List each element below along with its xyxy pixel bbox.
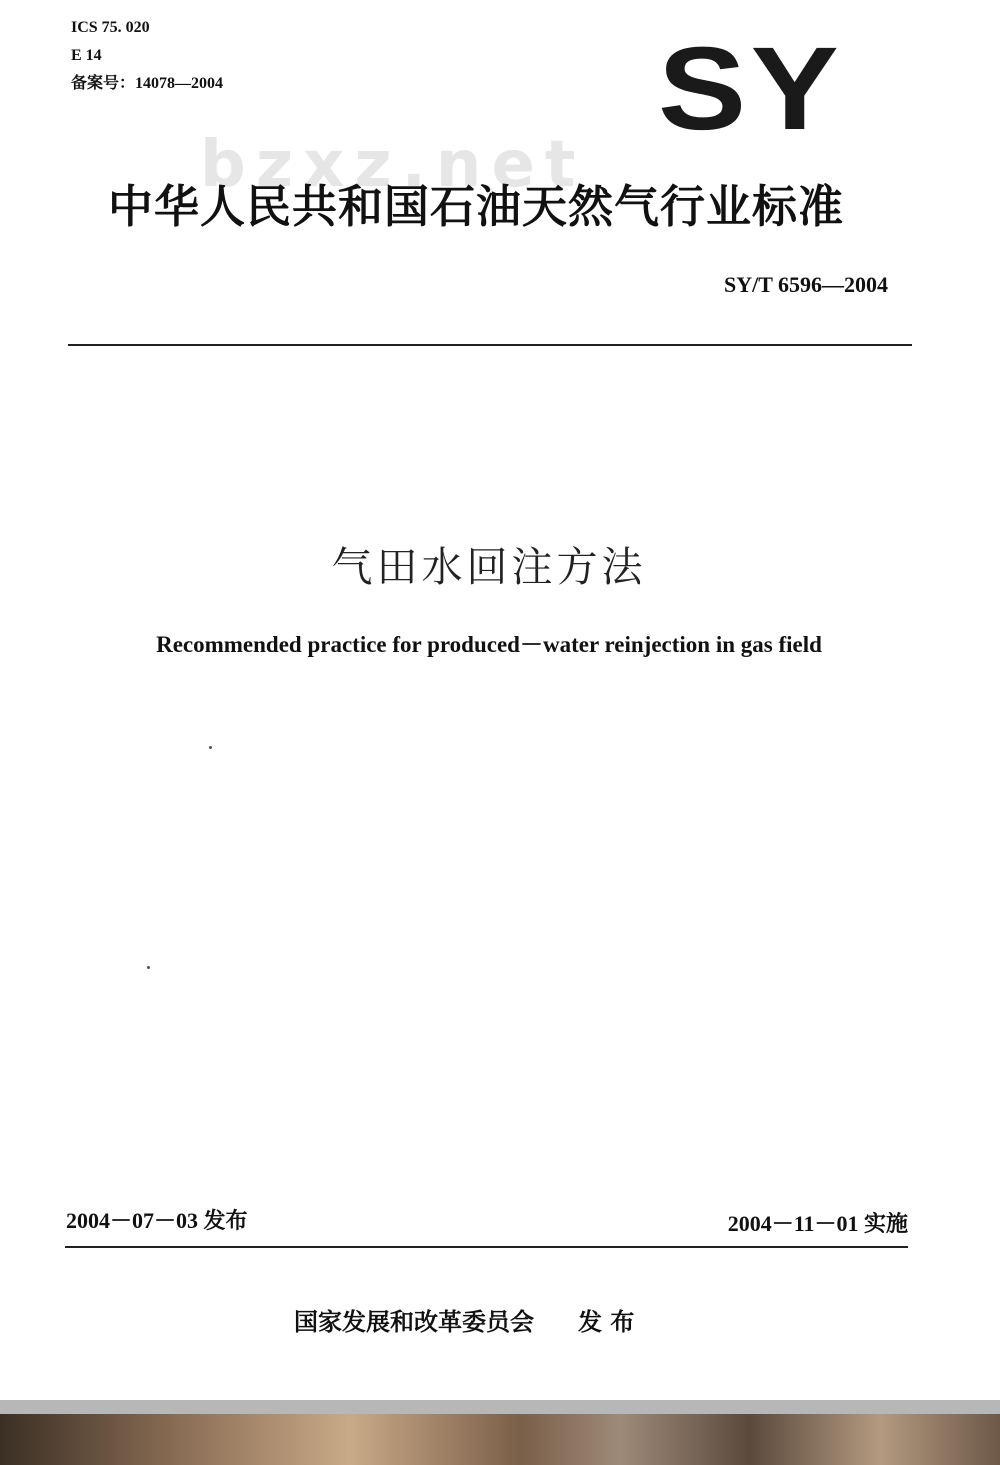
bottom-divider [65, 1246, 908, 1248]
document-title-chinese: 气田水回注方法 [331, 543, 647, 591]
standard-title: 中华人民共和国石油天然气行业标准 [108, 180, 845, 233]
watermark: bzxz.net [200, 128, 586, 202]
next-page-preview [0, 1400, 1000, 1465]
classification-block [71, 14, 223, 98]
publisher-name: 国家发展和改革委员会 [294, 1308, 534, 1336]
publish-action: 发 布 [578, 1308, 635, 1336]
class-code: E 14 [71, 47, 102, 64]
sy-logo: SY [658, 23, 844, 155]
effective-date: 2004－11－01 实施 [727, 1211, 908, 1236]
standard-code: SY/T 6596—2004 [723, 272, 888, 297]
top-divider [68, 344, 912, 346]
speck [209, 746, 212, 749]
publisher-line [294, 1302, 634, 1337]
cover-image-strip [0, 1414, 1000, 1465]
speck [147, 966, 150, 969]
issue-date: 2004－07－03 发布 [66, 1208, 248, 1233]
ics-code: ICS 75. 020 [71, 19, 150, 36]
document-title-english: Recommended practice for produced－water reinjection in gas field [156, 632, 822, 657]
record-number: 备案号：14078—2004 [71, 75, 224, 92]
